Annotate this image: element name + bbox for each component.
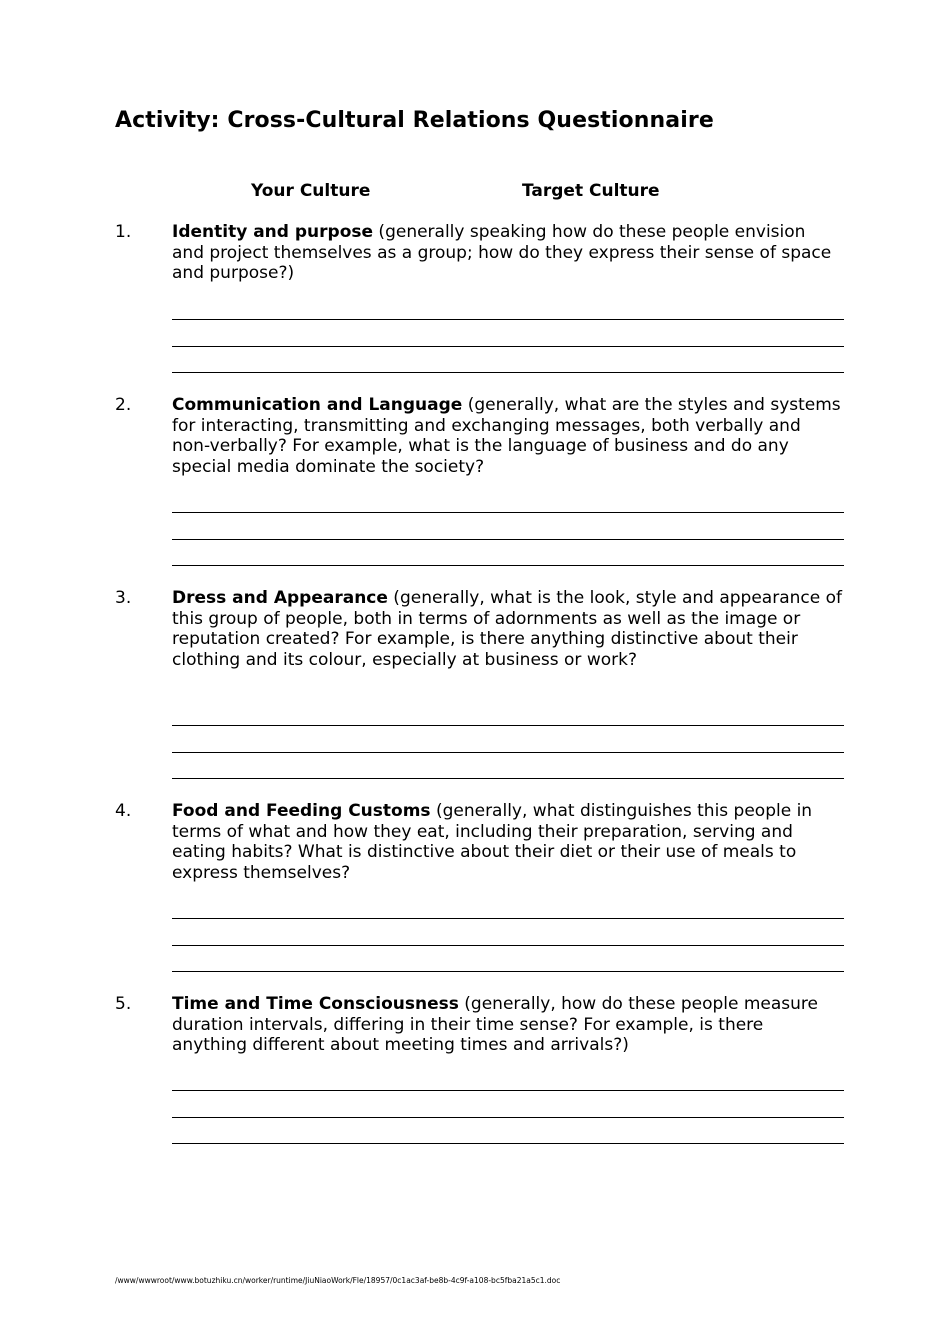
- answer-line[interactable]: [172, 539, 844, 540]
- question-title: Dress and Appearance: [172, 588, 388, 608]
- answer-line[interactable]: [172, 752, 844, 753]
- question-number: 2.: [115, 395, 132, 415]
- answer-line[interactable]: [172, 778, 844, 779]
- column-header-your-culture: Your Culture: [251, 181, 371, 201]
- question-text: [172, 801, 842, 883]
- question-description: (generally, what are the styles and systems for interacting, transmitting and exchanging messages, both verbally and non-verbally? For example, what is the language of business and do any special media dominate the society?: [172, 395, 841, 477]
- column-header-target-culture: Target Culture: [522, 181, 660, 201]
- question-title: Identity and purpose: [172, 222, 374, 242]
- answer-line[interactable]: [172, 512, 844, 513]
- footer-file-path: /www/wwwroot/www.botuzhiku.cn/worker/runtime/JiuNiaoWork/Fle/18957/0c1ac3af-be8b-4c9f-a108-bc5fba21a5c1.doc: [115, 1276, 561, 1285]
- page-title: Activity: Cross-Cultural Relations Questionnaire: [115, 108, 714, 133]
- answer-line[interactable]: [172, 372, 844, 373]
- answer-line[interactable]: [172, 319, 844, 320]
- question-title: Time and Time Consciousness: [172, 994, 459, 1014]
- answer-line[interactable]: [172, 945, 844, 946]
- question-text: [172, 395, 842, 477]
- answer-line[interactable]: [172, 346, 844, 347]
- question-description: (generally, what distinguishes this people in terms of what and how they eat, including their preparation, serving and eating habits? What is distinctive about their diet or their use of meals to express themselves?: [172, 801, 813, 883]
- question-number: 1.: [115, 222, 132, 242]
- answer-line[interactable]: [172, 565, 844, 566]
- answer-line[interactable]: [172, 1090, 844, 1091]
- question-number: 4.: [115, 801, 132, 821]
- question-text: [172, 222, 842, 284]
- answer-line[interactable]: [172, 971, 844, 972]
- question-text: [172, 588, 842, 670]
- question-number: 3.: [115, 588, 132, 608]
- question-title: Communication and Language: [172, 395, 463, 415]
- question-description: (generally, how do these people measure duration intervals, differing in their time sense? For example, is there anything different about meeting times and arrivals?): [172, 994, 818, 1056]
- question-number: 5.: [115, 994, 132, 1014]
- question-description: (generally speaking how do these people envision and project themselves as a group; how do they express their sense of space and purpose?): [172, 222, 832, 284]
- question-title: Food and Feeding Customs: [172, 801, 431, 821]
- answer-line[interactable]: [172, 725, 844, 726]
- question-text: [172, 994, 842, 1056]
- question-description: (generally, what is the look, style and appearance of this group of people, both in terms of adornments as well as the image or reputation created? For example, is there anything distinctive about their clothing and its colour, especially at business or work?: [172, 588, 842, 670]
- answer-line[interactable]: [172, 918, 844, 919]
- answer-line[interactable]: [172, 1117, 844, 1118]
- answer-line[interactable]: [172, 1143, 844, 1144]
